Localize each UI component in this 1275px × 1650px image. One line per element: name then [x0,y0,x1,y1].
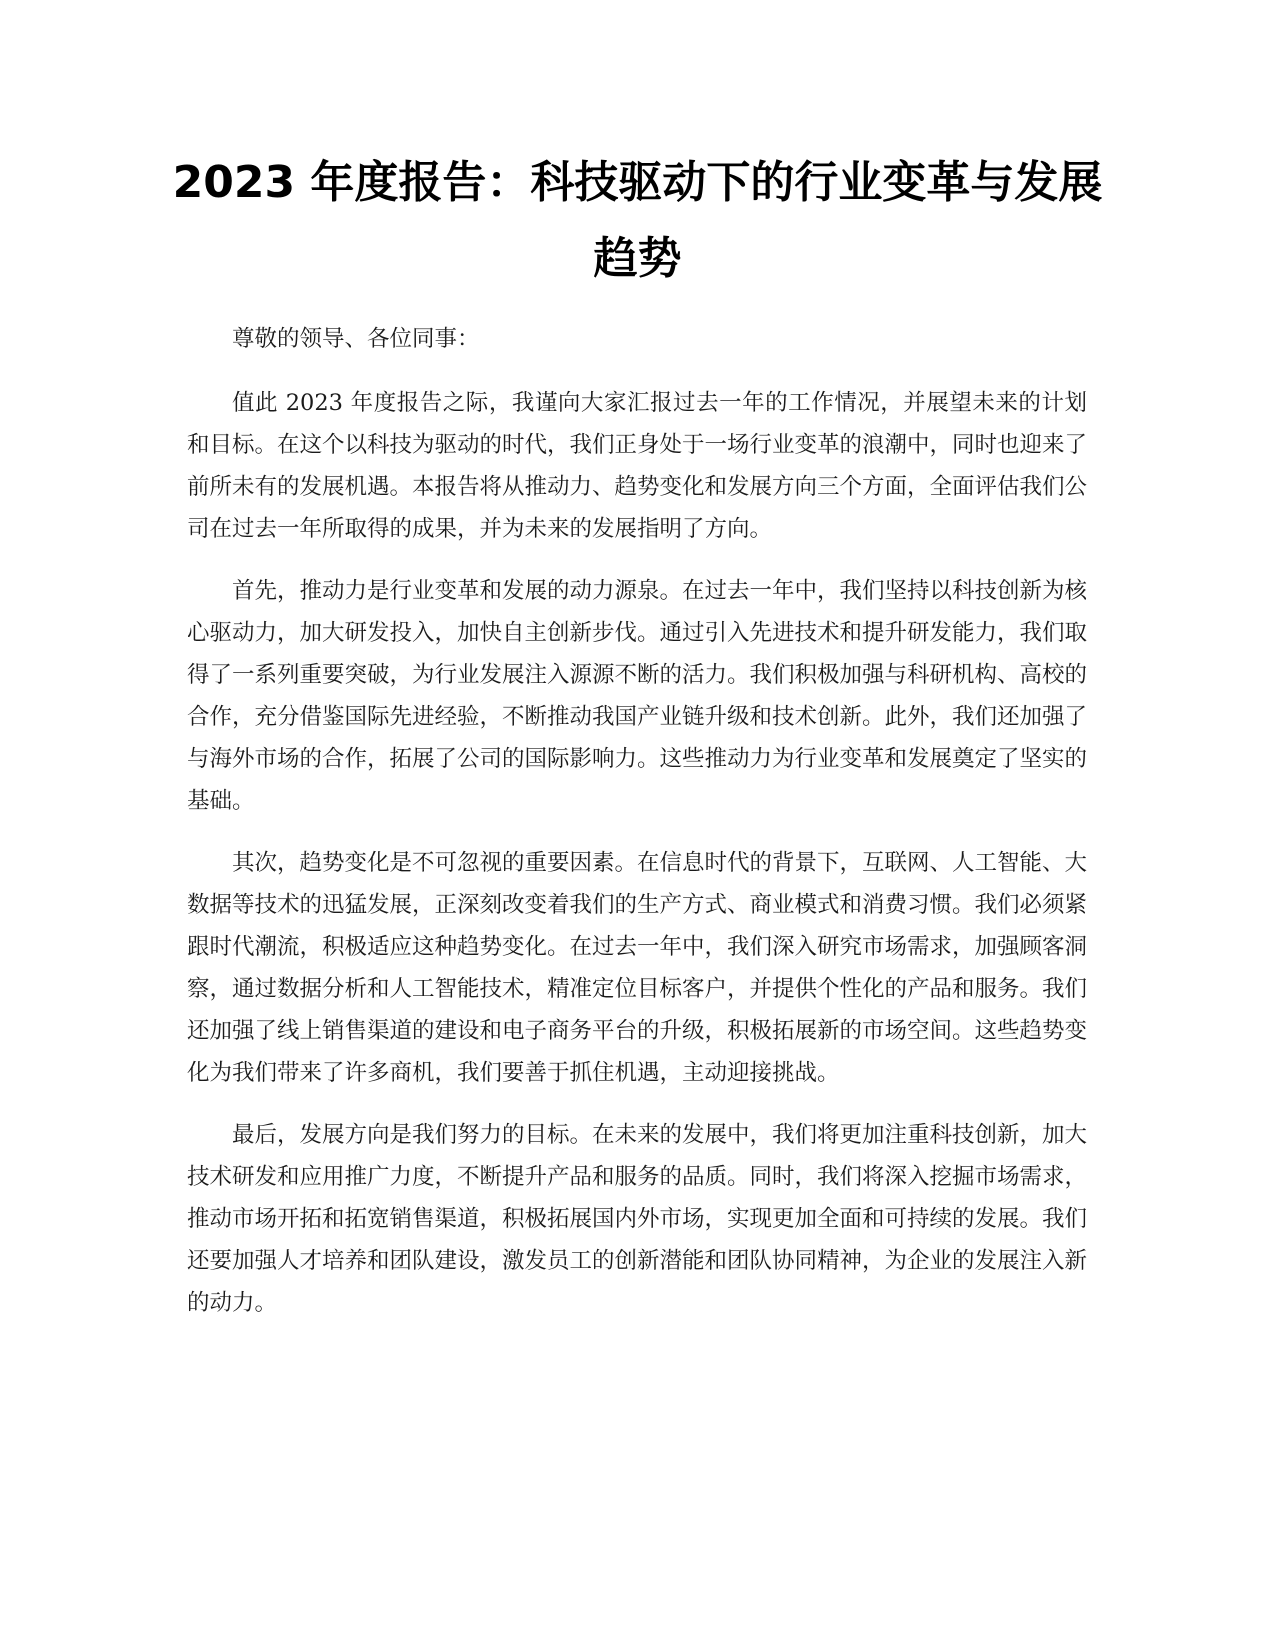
document-body [187,318,1087,1344]
paragraph-intro: 值此 2023 年度报告之际，我谨向大家汇报过去一年的工作情况，并展望未来的计划和目标。在这个以科技为驱动的时代，我们正身处于一场行业变革的浪潮中，同时也迎来了前所未有的发展机遇。本报告将从推动力、趋势变化和发展方向三个方面，全面评估我们公司在过去一年所取得的成果，并为未来的发展指明了方向。 [187,390,1088,542]
paragraph-development-direction: 最后，发展方向是我们努力的目标。在未来的发展中，我们将更加注重科技创新，加大技术研发和应用推广力度，不断提升产品和服务的品质。同时，我们将深入挖掘市场需求，推动市场开拓和拓宽销售渠道，积极拓展国内外市场，实现更加全面和可持续的发展。我们还要加强人才培养和团队建设，激发员工的创新潜能和团队协同精神，为企业的发展注入新的动力。 [187,1122,1088,1316]
paragraph-trend-change: 其次，趋势变化是不可忽视的重要因素。在信息时代的背景下，互联网、人工智能、大数据等技术的迅猛发展，正深刻改变着我们的生产方式、商业模式和消费习惯。我们必须紧跟时代潮流，积极适应这种趋势变化。在过去一年中，我们深入研究市场需求，加强顾客洞察，通过数据分析和人工智能技术，精准定位目标客户，并提供个性化的产品和服务。我们还加强了线上销售渠道的建设和电子商务平台的升级，积极拓展新的市场空间。这些趋势变化为我们带来了许多商机，我们要善于抓住机遇，主动迎接挑战。 [187,850,1088,1086]
document-title: 2023 年度报告：科技驱动下的行业变革与发展趋势 [172,157,1103,284]
salutation: 尊敬的领导、各位同事： [232,326,480,352]
paragraph-driving-force: 首先，推动力是行业变革和发展的动力源泉。在过去一年中，我们坚持以科技创新为核心驱动力，加大研发投入，加快自主创新步伐。通过引入先进技术和提升研发能力，我们取得了一系列重要突破，为行业发展注入源源不断的活力。我们积极加强与科研机构、高校的合作，充分借鉴国际先进经验，不断推动我国产业链升级和技术创新。此外，我们还加强了与海外市场的合作，拓展了公司的国际影响力。这些推动力为行业变革和发展奠定了坚实的基础。 [187,578,1088,814]
